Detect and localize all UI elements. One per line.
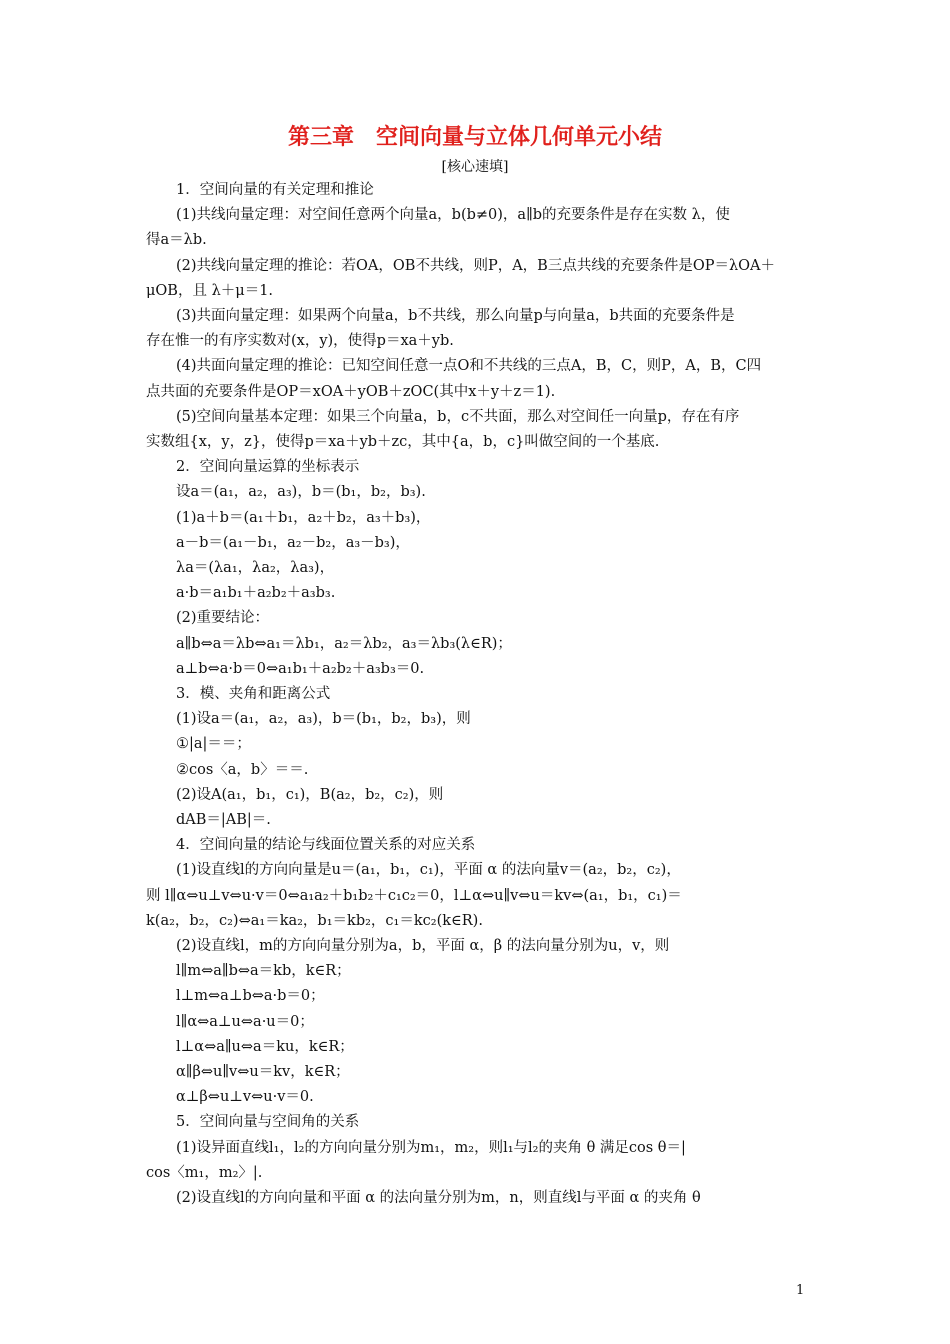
- text-line: l∥m⇔a∥b⇔a＝kb，k∈R；: [176, 963, 351, 980]
- text-line: 1．空间向量的有关定理和推论: [176, 182, 374, 198]
- text-line: dAB＝|AB|＝.: [176, 812, 271, 828]
- text-line: 5．空间向量与空间角的关系: [176, 1114, 360, 1131]
- text-line: (4)共面向量定理的推论：已知空间任意一点O和不共线的三点A，B，C，则P，A，B，C四: [176, 358, 762, 375]
- text-line: l⊥m⇔a⊥b⇔a·b＝0；: [176, 988, 325, 1005]
- text-line: (1)设直线l的方向向量是u＝(a₁，b₁，c₁)，平面 α 的法向量v＝(a₂，b₂，c₂)，: [176, 862, 681, 879]
- text-line: 设a＝(a₁，a₂，a₃)，b＝(b₁，b₂，b₃).: [176, 484, 426, 501]
- text-line: a∥b⇔a＝λb⇔a₁＝λb₁，a₂＝λb₂，a₃＝λb₃(λ∈R)；: [176, 635, 512, 652]
- text-line: (2)设直线l，m的方向向量分别为a，b，平面 α，β 的法向量分别为u，v，则: [176, 938, 670, 954]
- text-line: (1)设a＝(a₁，a₂，a₃)，b＝(b₁，b₂，b₃)，则: [176, 711, 471, 728]
- text-line: λa＝(λa₁，λa₂，λa₃)，: [176, 560, 335, 576]
- text-line: (1)设异面直线l₁，l₂的方向向量分别为m₁，m₂，则l₁与l₂的夹角 θ 满足cos θ＝|: [176, 1139, 686, 1156]
- text-line: l∥α⇔a⊥u⇔a·u＝0；: [176, 1013, 314, 1030]
- text-line: cos〈m₁，m₂〉|.: [146, 1164, 263, 1181]
- text-line: α⊥β⇔u⊥v⇔u·v＝0.: [176, 1089, 314, 1106]
- text-line: 存在惟一的有序实数对(x，y)，使得p＝xa＋yb.: [146, 333, 454, 350]
- text-line: (1)a＋b＝(a₁＋b₁，a₂＋b₂，a₃＋b₃)，: [176, 509, 431, 526]
- text-line: 得a＝λb.: [146, 232, 207, 249]
- text-line: a－b＝(a₁－b₁，a₂－b₂，a₃－b₃)，: [176, 534, 410, 551]
- text-line: 2．空间向量运算的坐标表示: [176, 459, 360, 476]
- text-line: 点共面的充要条件是OP＝xOA＋yOB＋zOC(其中x＋y＋z＝1).: [146, 383, 556, 400]
- text-line: (1)共线向量定理：对空间任意两个向量a，b(b≠0)，a∥b的充要条件是存在实数 λ，使: [176, 207, 730, 224]
- text-line: 实数组{x，y，z}，使得p＝xa＋yb＋zc，其中{a，b，c}叫做空间的一个基底.: [146, 434, 660, 450]
- text-line: (3)共面向量定理：如果两个向量a，b不共线，那么向量p与向量a，b共面的充要条件是: [176, 308, 735, 324]
- section-label: [核心速填]: [441, 159, 509, 175]
- text-line: (5)空间向量基本定理：如果三个向量a，b，c不共面，那么对空间任一向量p，存在有序: [176, 408, 740, 425]
- text-line: (2)设直线l的方向向量和平面 α 的法向量分别为m，n，则直线l与平面 α 的夹角 θ: [176, 1190, 701, 1206]
- text-line: 3．模、夹角和距离公式: [176, 686, 331, 702]
- text-line: ②cos〈a，b〉＝＝.: [176, 761, 309, 778]
- text-line: (2)设A(a₁，b₁，c₁)，B(a₂，b₂，c₂)，则: [176, 786, 444, 803]
- text-line: a·b＝a₁b₁＋a₂b₂＋a₃b₃.: [176, 585, 336, 602]
- text-line: k(a₂，b₂，c₂)⇔a₁＝ka₂，b₁＝kb₂，c₁＝kc₂(k∈R).: [146, 912, 483, 929]
- text-line: ①|a|＝＝；: [176, 736, 251, 753]
- text-line: l⊥α⇔a∥u⇔a＝ku，k∈R；: [176, 1038, 354, 1055]
- text-line: 则 l∥α⇔u⊥v⇔u·v＝0⇔a₁a₂＋b₁b₂＋c₁c₂＝0，l⊥α⇔u∥v⇔u＝kv⇔(a₁，b₁，c₁)＝: [146, 887, 682, 904]
- page-number: 1: [796, 1283, 805, 1298]
- text-line: α∥β⇔u∥v⇔u＝kv，k∈R；: [176, 1064, 350, 1080]
- text-line: μOB，且 λ＋μ＝1.: [146, 282, 274, 299]
- text-line: 4．空间向量的结论与线面位置关系的对应关系: [176, 837, 476, 854]
- text-line: (2)共线向量定理的推论：若OA，OB不共线，则P，A，B三点共线的充要条件是OP＝λOA＋: [176, 257, 776, 274]
- page-title: 第三章 空间向量与立体几何单元小结: [287, 125, 662, 150]
- text-line: a⊥b⇔a·b＝0⇔a₁b₁＋a₂b₂＋a₃b₃＝0.: [176, 660, 425, 677]
- text-line: (2)重要结论：: [176, 610, 270, 627]
